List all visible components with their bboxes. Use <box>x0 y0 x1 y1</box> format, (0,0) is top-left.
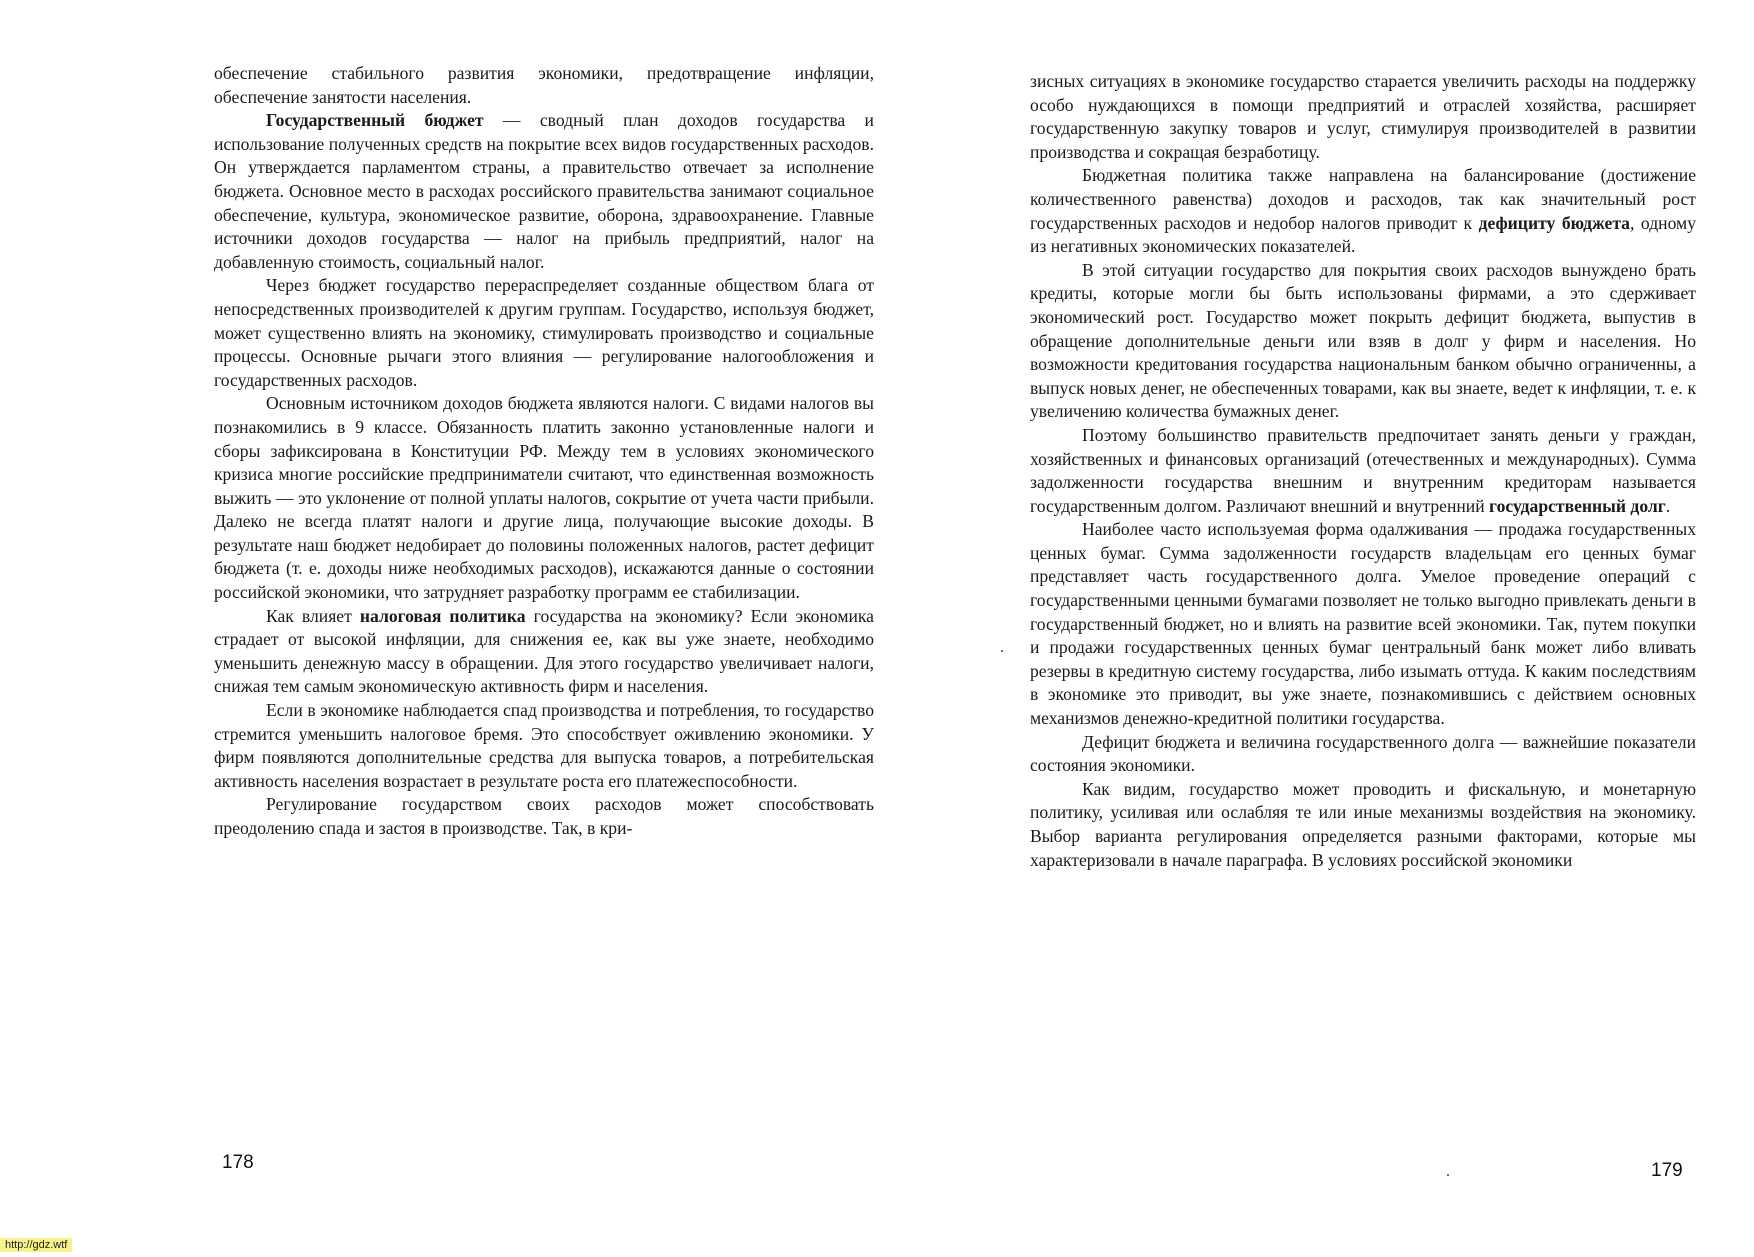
bold-term: государственный долг <box>1489 495 1666 516</box>
text-run: — сводный план доходов государства и использование полученных средств на покрытие всех видов государственных расходов. Он утверждается парламентом страны, а правительство отвечает за исполнение бюджета. Основное место в расходах российского правительства занимают социальное обеспечение, культура, экономическое развитие, оборона, здравоохранение. Главные источники доходов государства — налог на прибыль предприятий, налог на добавленную стоимость, социальный налог. <box>214 110 874 272</box>
scan-speck <box>1447 1174 1449 1176</box>
left-page <box>214 62 874 841</box>
right-page <box>1030 70 1696 872</box>
text-run: Бюджетная политика также направлена на балансирование (достижение количественного равенства) доходов и расходов, так как значительный рост государственных расходов и недобор налогов приводит к <box>1030 165 1696 233</box>
paragraph <box>214 699 874 793</box>
text-run: Как влияет <box>266 605 360 626</box>
text-run: Как видим, государство может проводить и фискальную, и монетарную политику, усиливая или ослабляя те или иные механизмы воздействия на экономику. Выбор варианта регулирования определяется разными факторами, которые мы характеризовали в начале параграфа. В условиях российской экономики <box>1030 778 1696 870</box>
watermark-link[interactable]: http://gdz.wtf <box>0 1238 72 1252</box>
paragraph <box>214 793 874 840</box>
text-run: Дефицит бюджета и величина государственного долга — важнейшие показатели состояния экономики. <box>1030 731 1696 776</box>
bold-term: налоговая политика <box>359 605 526 626</box>
scan-speck <box>1001 650 1003 652</box>
text-run: Через бюджет государство перераспределяет созданные обществом блага от непосредственных производителей к другим группам. Государство, используя бюджет, может существенно влиять на экономику, стимулировать производство и социальные процессы. Основные рычаги этого влияния — регулирование налогообложения и государственных расходов. <box>214 275 874 390</box>
paragraph <box>1030 259 1696 424</box>
text-run: , одному из негативных экономических показателей. <box>1030 212 1696 257</box>
text-run: Поэтому большинство правительств предпочитает занять деньги у граждан, хозяйственных и финансовых организаций (отечественных и международных). Сумма задолженности государства внешним и внутренним кредиторам называется государственным долгом. Различают внешний и внутренний <box>1030 424 1696 516</box>
paragraph <box>214 392 874 604</box>
page-number-right: 179 <box>1651 1160 1683 1181</box>
text-run: Наиболее часто используемая форма одалживания — продажа государственных ценных бумаг. Сумма задолженности государств владельцам его ценных бумаг представляет часть государственного долга. Умелое проведение операций с государственными ценными бумагами позволяет не только выгодно привлекать деньги в государственный бюджет, но и влиять на развитие всей экономики. Так, путем покупки и продажи государственных ценных бумаг центральный банк может либо вливать резервы в кредитную систему государства, либо изымать оттуда. К каким последствиям в экономике это приводит, вы уже знаете, познакомившись с действием основных механизмов денежно-кредитной политики государства. <box>1030 519 1696 729</box>
paragraph <box>1030 731 1696 778</box>
paragraph <box>1030 70 1696 164</box>
text-run: Если в экономике наблюдается спад производства и потребления, то государство стремится уменьшить налоговое бремя. Это способствует оживлению экономики. У фирм появляются дополнительные средства для выпуска товаров, а потребительская активность населения возрастает в результате роста его платежеспособности. <box>214 700 874 791</box>
text-run: В этой ситуации государство для покрытия своих расходов вынуждено брать кредиты, которые могли бы быть использованы фирмами, а это сдерживает экономический рост. Государство может покрыть дефицит бюджета, выпустив в обращение дополнительные деньги или взяв в долг у фирм и населения. Но возможности кредитования государства национальным банком обычно ограниченны, а выпуск новых денег, не обеспеченных товарами, как вы знаете, ведет к инфляции, т. е. к увеличению количества бумажных денег. <box>1030 259 1696 422</box>
paragraph <box>1030 518 1696 730</box>
paragraph <box>214 274 874 392</box>
text-run: Основным источником доходов бюджета являются налоги. С видами налогов вы познакомились в 9 классе. Обязанность платить законно установленные налоги и сборы зафиксирована в Конституции РФ. Между тем в условиях экономического кризиса многие российские предприниматели считают, что единственная возможность выжить — это уклонение от полной уплаты налогов, сокрытие от учета части прибыли. Далеко не всегда платят налоги и другие лица, получающие высокие доходы. В результате наш бюджет недобирает до половины положенных налогов, растет дефицит бюджета (т. е. доходы ниже необходимых расходов), искажаются данные о состоянии российской экономики, что затрудняет разработку программ ее стабилизации. <box>214 393 874 603</box>
text-run: зисных ситуациях в экономике государство старается увеличить расходы на поддержку особо нуждающихся в помощи предприятий и отраслей хозяйства, расширяет государственную закупку товаров и услуг, стимулируя производителей в развитии производства и сокращая безработицу. <box>1030 71 1696 162</box>
bold-term: дефициту бюджета <box>1478 212 1630 233</box>
paragraph <box>1030 164 1696 258</box>
text-run: государства на экономику? Если экономика страдает от высокой инфляции, для снижения ее, как вы уже знаете, необходимо уменьшить денежную массу в обращении. Для этого государство увеличивает налоги, снижая тем самым экономическую активность фирм и населения. <box>214 605 874 697</box>
text-run: обеспечение стабильного развития экономики, предотвращение инфляции, обеспечение занятости населения. <box>214 63 874 107</box>
paragraph <box>214 605 874 699</box>
paragraph <box>214 109 874 274</box>
paragraph <box>1030 778 1696 872</box>
page-number-left: 178 <box>222 1152 254 1173</box>
bold-term: Государственный бюджет <box>266 110 484 131</box>
text-run: Регулирование государством своих расходов может способствовать преодолению спада и застоя в производстве. Так, в кри- <box>214 794 874 838</box>
text-run: . <box>1665 495 1671 516</box>
paragraph <box>214 62 874 109</box>
paragraph <box>1030 424 1696 518</box>
